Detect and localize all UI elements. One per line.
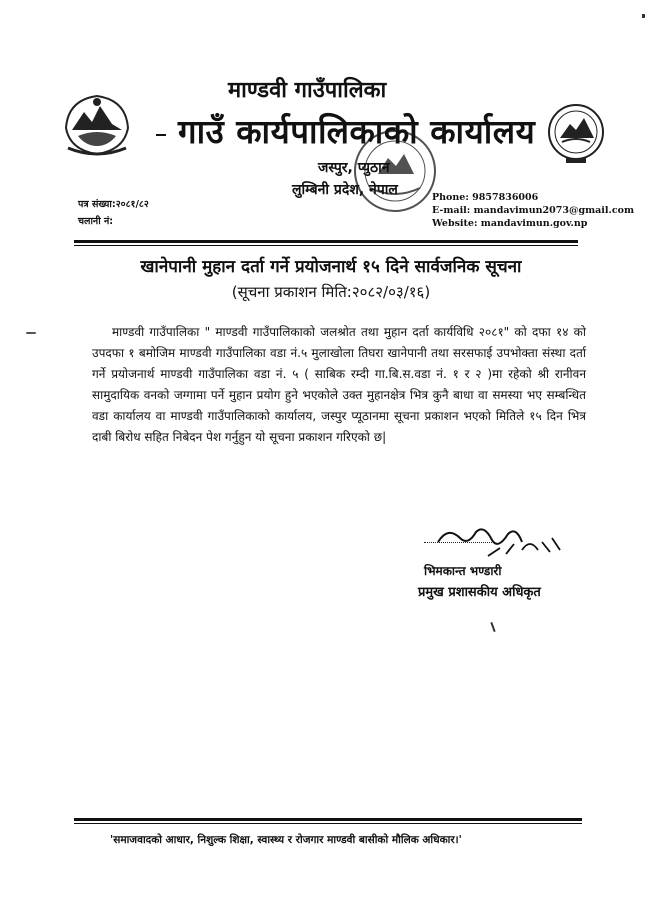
margin-mark bbox=[26, 332, 36, 334]
notice-body: माण्डवी गाउँपालिका " माण्डवी गाउँपालिकाको जलश्रोत तथा मुहान दर्ता कार्यविधि २०८१" को दफा १४ को उपदफा १ बमोजिम माण्डवी गाउँपालिका वडा नं.५ मुलाखोला तिघरा खानेपानी तथा सरसफाई उपभोक्ता संस्था दर्ता गर्ने प्रयोजनार्थ माण्डवी गाउँपालिका वडा नं. ५ ( साबिक रम्दी गा.बि.स.वडा नं. १ र २ )मा रहेको श्री रानीवन सामुदायिक वनको जग्गामा पर्ने मुहान प्रयोग हुने भएकोले उक्त मुहानक्षेत्र भित्र कुनै बाधा वा समस्या भए सम्बन्धित वडा कार्यालय वा माण्डवी गाउँपालिकाको कार्यालय, जस्पुर प्यूठानमा सूचना प्रकाशन भएको मितिले १५ दिन भित्र दाबी बिरोध सहित निबेदन पेश गर्नुहुन यो सूचना प्रकाशन गरिएको छ| bbox=[92, 325, 586, 444]
footer-divider-thin bbox=[74, 823, 582, 824]
header-divider bbox=[74, 240, 578, 243]
dispatch-number: चलानी नं: bbox=[78, 216, 114, 227]
contact-email: E-mail: mandavimun2073@gmail.com bbox=[432, 205, 634, 216]
nepal-emblem-icon bbox=[58, 88, 136, 158]
notice-date: (सूचना प्रकाशन मिति:२०८२/०३/१६) bbox=[231, 283, 431, 301]
reference-number: पत्र संख्या:२०८१/८२ bbox=[78, 199, 149, 210]
contact-phone: Phone: 9857836006 bbox=[432, 192, 539, 203]
footer-slogan: 'समाजवादको आधार, निशुल्क शिक्षा, स्वास्थ्य र रोजगार माण्डवी बासीको मौलिक अधिकार।' bbox=[110, 834, 462, 846]
office-title: गाउँ कार्यपालिकाको कार्यालय bbox=[178, 112, 536, 151]
stray-mark bbox=[490, 622, 495, 632]
contact-website: Website: mandavimun.gov.np bbox=[432, 218, 588, 229]
notice-title: खानेपानी मुहान दर्ता गर्ने प्रयोजनार्थ १५ दिने सार्वजनिक सूचना bbox=[140, 257, 522, 277]
signatory-title: प्रमुख प्रशासकीय अधिकृत bbox=[418, 585, 541, 600]
municipality-name: माण्डवी गाउँपालिका bbox=[228, 78, 387, 103]
dash-mark bbox=[156, 134, 166, 136]
address-line-2: लुम्बिनी प्रदेश, नेपाल bbox=[292, 182, 398, 198]
header-divider-thin bbox=[74, 245, 578, 246]
scan-dot bbox=[642, 14, 645, 18]
footer-divider bbox=[74, 818, 582, 821]
signatory-name: भिमकान्त भण्डारी bbox=[424, 564, 502, 578]
handwritten-signature-icon bbox=[418, 520, 568, 564]
address-line-1: जस्पुर, प्युठान bbox=[318, 160, 390, 176]
municipality-logo-icon bbox=[542, 102, 610, 164]
